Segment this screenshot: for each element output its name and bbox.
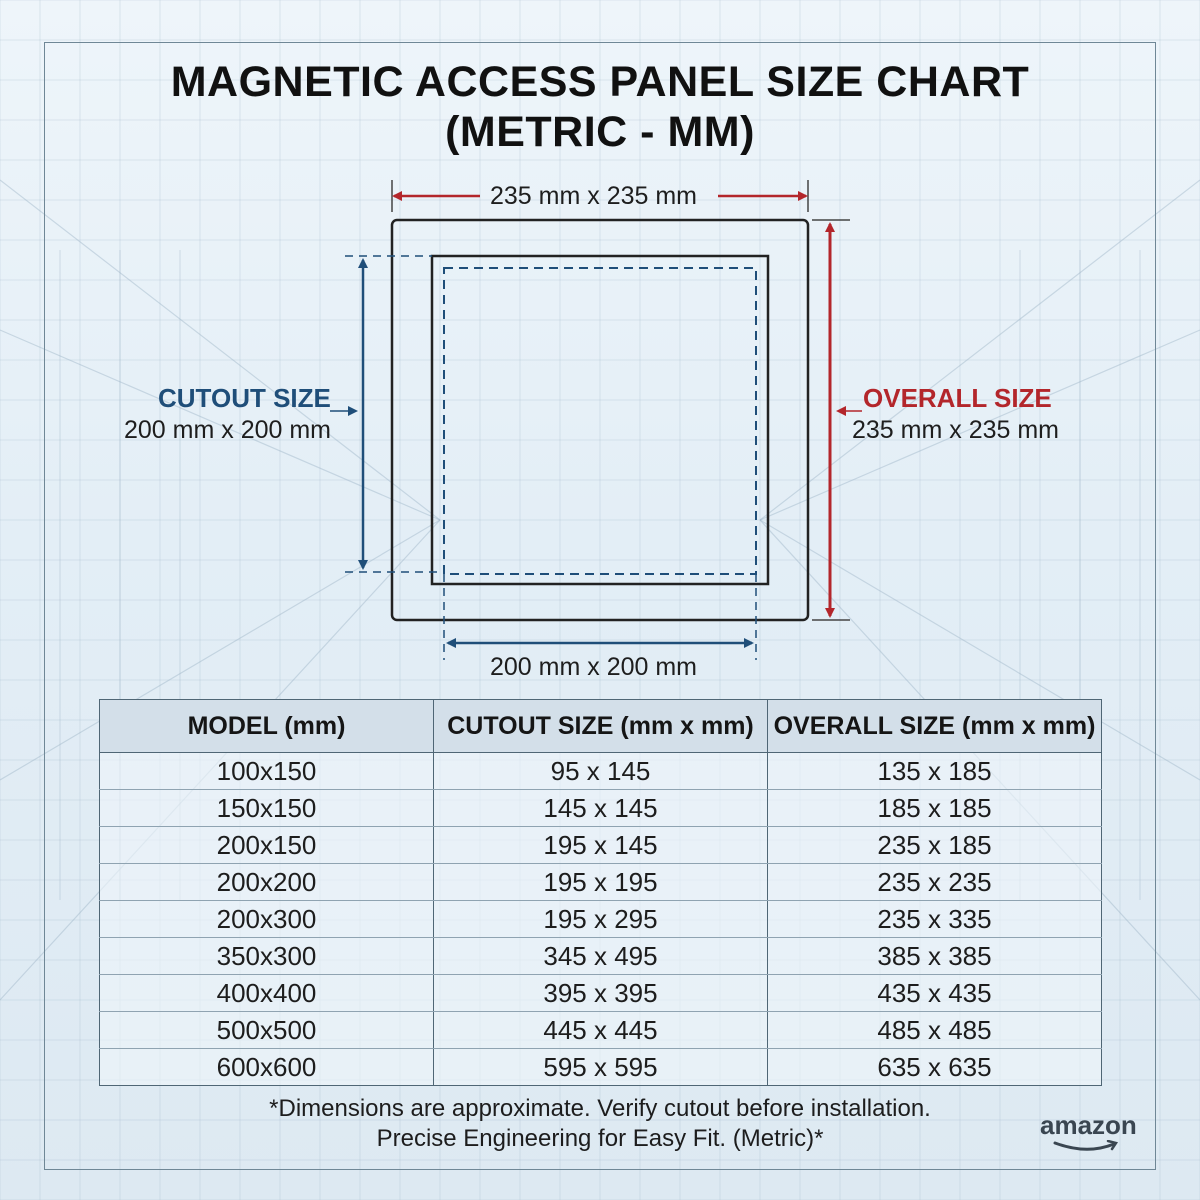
cell-model: 100x150 (100, 753, 434, 790)
cell-cutout-size: 195 x 145 (434, 827, 768, 864)
cell-overall-size: 235 x 235 (768, 864, 1102, 901)
footnote-line-2: Precise Engineering for Easy Fit. (Metric)* (376, 1125, 824, 1152)
cell-cutout-size: 145 x 145 (434, 790, 768, 827)
cell-cutout-size: 345 x 495 (434, 938, 768, 975)
cell-model: 200x300 (100, 901, 434, 938)
cell-model: 150x150 (100, 790, 434, 827)
table-header-row (100, 700, 1102, 753)
table-row (100, 864, 1102, 901)
cell-cutout-size: 195 x 195 (434, 864, 768, 901)
cutout-outline (444, 268, 756, 574)
cutout-width-dimension (444, 574, 756, 660)
table-row (100, 827, 1102, 864)
cell-model: 200x150 (100, 827, 434, 864)
outer-panel (392, 220, 808, 620)
page-title: MAGNETIC ACCESS PANEL SIZE CHART (170, 58, 1030, 106)
cell-overall-size: 435 x 435 (768, 975, 1102, 1012)
overall-callout-heading: OVERALL SIZE (863, 383, 1052, 413)
footnote-line-1: *Dimensions are approximate. Verify cutout before installation. (269, 1095, 931, 1122)
page-subtitle: (METRIC - MM) (445, 108, 755, 156)
cell-cutout-size: 195 x 295 (434, 901, 768, 938)
cell-cutout-size: 595 x 595 (434, 1049, 768, 1086)
cell-cutout-size: 395 x 395 (434, 975, 768, 1012)
cell-model: 350x300 (100, 938, 434, 975)
cutout-callout-value: 200 mm x 200 mm (124, 416, 332, 444)
cell-cutout-size: 445 x 445 (434, 1012, 768, 1049)
table-row (100, 901, 1102, 938)
header-cutout-size: CUTOUT SIZE (mm x mm) (434, 700, 768, 753)
cell-model: 200x200 (100, 864, 434, 901)
cutout-callout-heading: CUTOUT SIZE (158, 383, 331, 413)
cell-model: 600x600 (100, 1049, 434, 1086)
header-overall-size: OVERALL SIZE (mm x mm) (768, 700, 1102, 753)
cell-overall-size: 135 x 185 (768, 753, 1102, 790)
cell-overall-size: 235 x 335 (768, 901, 1102, 938)
size-table (99, 699, 1102, 1086)
table-row (100, 790, 1102, 827)
header-model: MODEL (mm) (100, 700, 434, 753)
cell-overall-size: 185 x 185 (768, 790, 1102, 827)
table-row (100, 1049, 1102, 1086)
bottom-dimension-label: 200 mm x 200 mm (490, 653, 698, 681)
cell-overall-size: 235 x 185 (768, 827, 1102, 864)
top-dimension-label: 235 mm x 235 mm (490, 182, 698, 210)
table-row (100, 1012, 1102, 1049)
cutout-height-dimension (330, 256, 444, 572)
cell-overall-size: 635 x 635 (768, 1049, 1102, 1086)
cell-cutout-size: 95 x 145 (434, 753, 768, 790)
amazon-smile-icon (1052, 1140, 1122, 1154)
table-row (100, 938, 1102, 975)
cell-overall-size: 385 x 385 (768, 938, 1102, 975)
table-row (100, 753, 1102, 790)
overall-callout-value: 235 mm x 235 mm (852, 416, 1060, 444)
cell-model: 400x400 (100, 975, 434, 1012)
cell-overall-size: 485 x 485 (768, 1012, 1102, 1049)
inner-panel (432, 256, 768, 584)
brand-logo-text: amazon (1040, 1110, 1137, 1140)
table-row (100, 975, 1102, 1012)
cell-model: 500x500 (100, 1012, 434, 1049)
